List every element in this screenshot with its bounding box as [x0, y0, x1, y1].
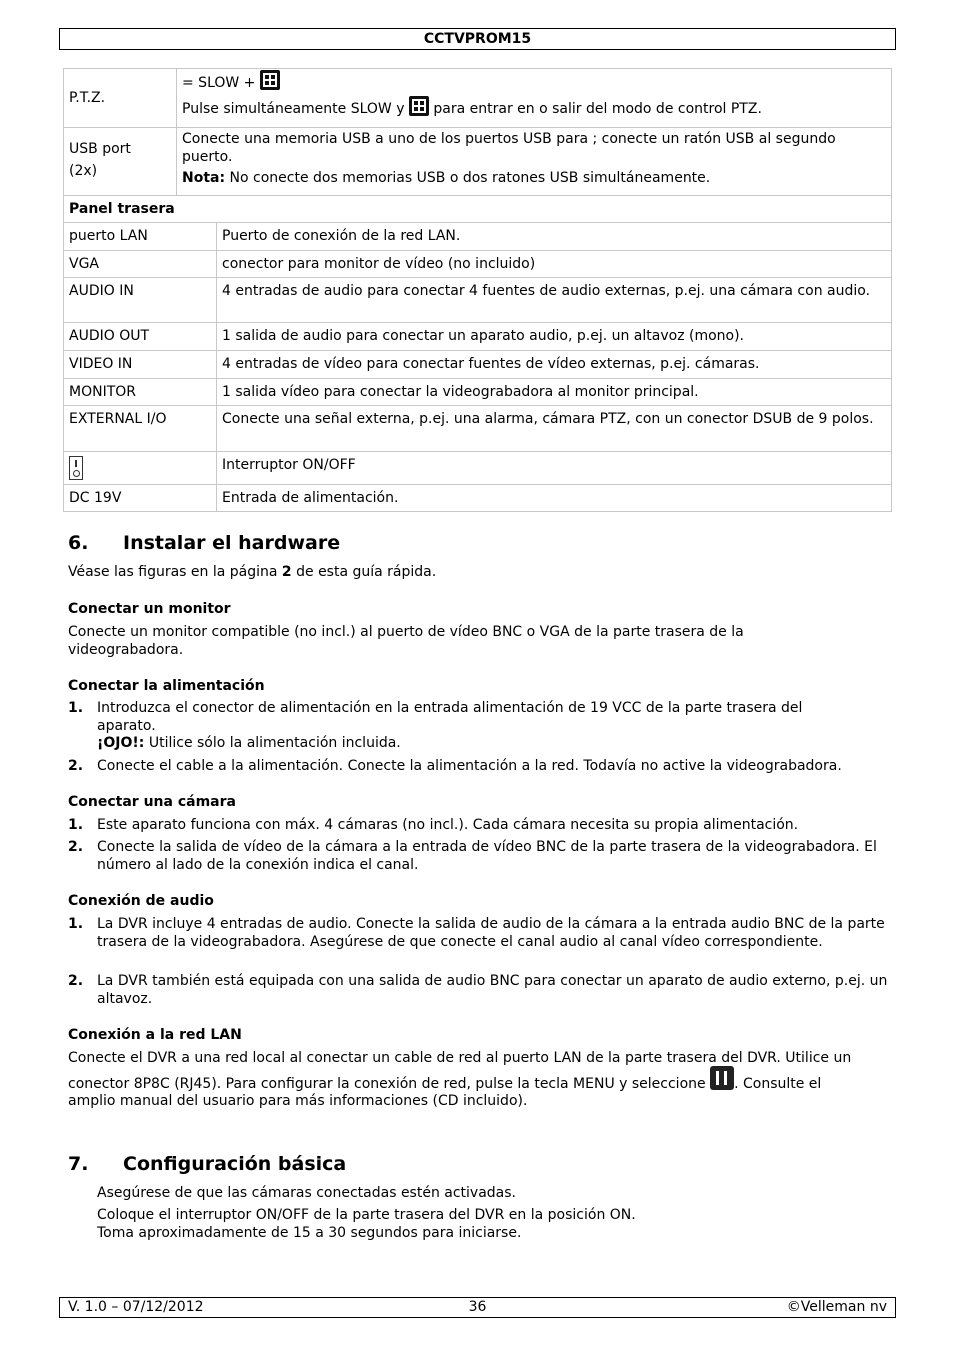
row-text: = SLOW + Pulse simultáneamente SLOW y para entrar en o salir del modo de control PTZ. — [177, 69, 892, 128]
table-row: Interruptor ON/OFF — [64, 452, 892, 485]
lan-text-line-1: Conecte el DVR a una red local al conectar un cable de red al puerto LAN de la parte trasera del DVR. Utilice un — [68, 1050, 852, 1066]
lan-text-line-3: amplio manual del usuario para más informaciones (CD incluido). — [68, 1093, 528, 1109]
split-screen-icon — [409, 96, 429, 116]
section-6-heading: 6. Instalar el hardware — [68, 532, 341, 554]
header-title: CCTVPROM15 — [423, 31, 532, 47]
table-row: VIDEO IN 4 entradas de vídeo para conectar fuentes de vídeo externas, p.ej. cámaras. — [64, 351, 892, 379]
power-switch-icon — [69, 456, 83, 480]
lan-heading: Conexión a la red LAN — [68, 1027, 242, 1043]
list-item: 2. La DVR también está equipada con una salida de audio BNC para conectar un aparato de audio externo, p.ej. un altavoz. — [68, 973, 888, 1007]
list-item: 2. Conecte el cable a la alimentación. Conecte la alimentación a la red. Todavía no active la videograbadora. — [68, 758, 842, 774]
list-item: 2. Conecte la salida de vídeo de la cámara a la entrada de vídeo BNC de la parte trasera de la videograbadora. El número al lado de la conexión indica el canal. — [68, 839, 877, 873]
section-7-paragraph-3: Toma aproximadamente de 15 a 30 segundos para iniciarse. — [97, 1225, 522, 1241]
monitor-text: Conecte un monitor compatible (no incl.) al puerto de vídeo BNC o VGA de la parte trasera de la videograbadora. — [68, 624, 744, 658]
list-item: 1. Introduzca el conector de alimentación en la entrada alimentación de 19 VCC de la parte trasera del aparato. ¡OJO!: Utilice sólo la alimentación incluida. — [68, 700, 803, 751]
table-rear-panel — [63, 195, 892, 512]
table-row: EXTERNAL I/O Conecte una señal externa, p.ej. una alarma, cámara PTZ, con un conector DSUB de 9 polos. — [64, 406, 892, 452]
power-heading: Conectar la alimentación — [68, 678, 265, 694]
split-screen-icon — [260, 70, 280, 90]
camera-heading: Conectar una cámara — [68, 794, 236, 810]
footer-version: V. 1.0 – 07/12/2012 — [68, 1299, 204, 1315]
footer-copyright: ©Velleman nv — [786, 1299, 887, 1315]
section-7-paragraph-2: Coloque el interruptor ON/OFF de la parte trasera del DVR en la posición ON. — [97, 1207, 636, 1223]
page-footer — [59, 1297, 896, 1318]
table-row: puerto LAN Puerto de conexión de la red LAN. — [64, 223, 892, 251]
row-label: P.T.Z. — [64, 69, 177, 128]
table-row: DC 19V Entrada de alimentación. — [64, 485, 892, 512]
table-row: AUDIO IN 4 entradas de audio para conectar 4 fuentes de audio externas, p.ej. una cámara con audio. — [64, 278, 892, 323]
section-6-intro: Véase las figuras en la página 2 de esta guía rápida. — [68, 564, 437, 580]
monitor-heading: Conectar un monitor — [68, 601, 231, 617]
table-row-ptz — [64, 69, 892, 128]
page-number: 36 — [468, 1299, 487, 1315]
row-label: USB port (2x) — [64, 128, 177, 196]
list-item: 1. La DVR incluye 4 entradas de audio. Conecte la salida de audio de la cámara a la entrada audio BNC de la parte trasera de la videograbadora. Asegúrese de que conecte el canal audio al canal vídeo correspondiente. — [68, 916, 885, 950]
list-item: 1. Este aparato funciona con máx. 4 cámaras (no incl.). Cada cámara necesita su propia alimentación. — [68, 817, 799, 833]
table-controls — [63, 68, 892, 196]
lan-text-line-2: conector 8P8C (RJ45). Para configurar la conexión de red, pulse la tecla MENU y seleccione . Consulte el — [68, 1066, 821, 1101]
audio-heading: Conexión de audio — [68, 893, 214, 909]
tools-icon — [710, 1066, 734, 1090]
row-text: Conecte una memoria USB a uno de los puertos USB para ; conecte un ratón USB al segundo puerto. Nota: No conecte dos memorias USB o dos ratones USB simultáneamente. — [177, 128, 892, 196]
table-row: VGA conector para monitor de vídeo (no incluido) — [64, 251, 892, 278]
table-row-usb — [64, 128, 892, 196]
table-row-title — [64, 196, 892, 223]
page-header — [59, 28, 896, 50]
panel-title: Panel trasera — [64, 196, 892, 223]
table-row: MONITOR 1 salida vídeo para conectar la videograbadora al monitor principal. — [64, 379, 892, 406]
section-7-paragraph-1: Asegúrese de que las cámaras conectadas estén activadas. — [97, 1185, 517, 1201]
section-7-heading: 7. Configuración básica — [68, 1153, 347, 1175]
table-row: AUDIO OUT 1 salida de audio para conectar un aparato audio, p.ej. un altavoz (mono). — [64, 323, 892, 351]
